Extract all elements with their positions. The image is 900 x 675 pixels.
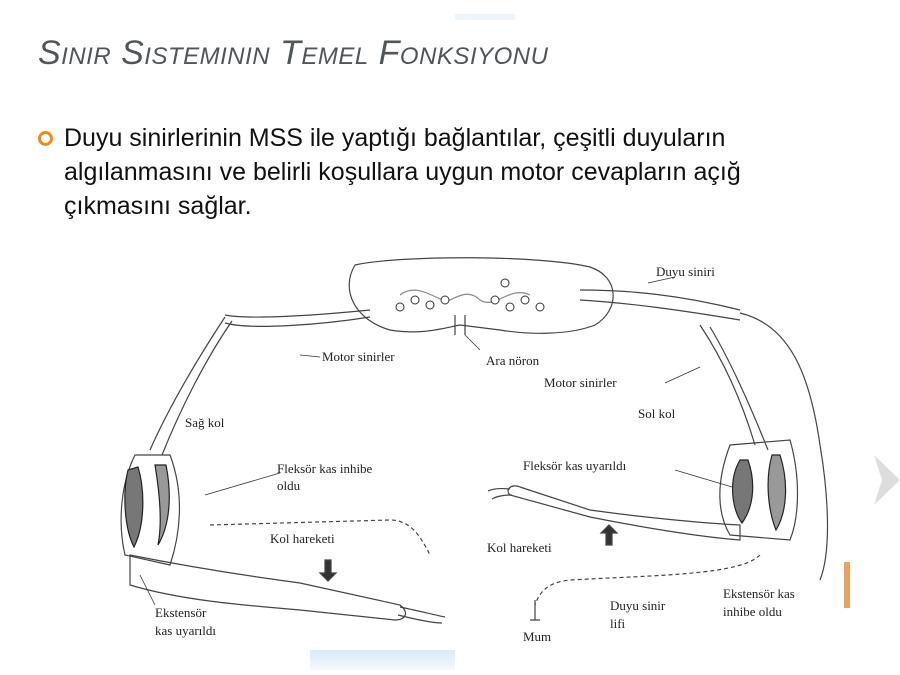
right-nerve-bundle (580, 290, 740, 320)
label-sol-kol: Sol kol (638, 406, 676, 421)
bullet-text: Duyu sinirlerinin MSS ile yaptığı bağlantılar, çeşitli duyuların algılanmasını ve belirli koşullara uygun motor cevapların açığ çıkmasını sağlar. (64, 124, 741, 220)
right-motor-nerve (700, 325, 768, 450)
next-arrow-icon (874, 455, 900, 505)
neuron-icon (426, 301, 434, 309)
bullet-ring-icon (38, 131, 53, 146)
label-fleksor-inhibe-line1: Fleksör kas inhibe (277, 461, 373, 476)
decorative-bottom-strip (310, 650, 455, 670)
label-mum: Mum (523, 629, 552, 644)
spinal-cord (349, 258, 613, 334)
candle (530, 600, 540, 620)
left-move-arrow (320, 560, 336, 581)
leader-line (140, 575, 155, 605)
leader-line (665, 367, 700, 383)
spinal-cord-grey-matter (400, 290, 530, 302)
neuron-icon (536, 303, 544, 311)
label-duyu-sinir-lifi-line2: lifi (610, 616, 626, 631)
neuron-icon (521, 296, 529, 304)
leader-line (205, 473, 280, 495)
label-sag-kol: Sağ kol (185, 415, 225, 430)
label-motor-sinirler-left: Motor sinirler (322, 349, 395, 364)
slide-title: Sinir Sisteminin Temel Fonksiyonu (38, 34, 549, 72)
left-flexor-muscle (125, 467, 143, 547)
label-motor-sinirler-right: Motor sinirler (544, 375, 617, 390)
label-ekstensor-inhibe-line2: inhibe oldu (723, 604, 782, 619)
decorative-top-strip (455, 14, 515, 20)
neuron-icon (411, 296, 419, 304)
decorative-orange-bar (844, 562, 850, 608)
left-extensor-muscle (155, 465, 169, 545)
label-fleksor-inhibe-line2: oldu (277, 478, 301, 493)
right-forearm (508, 486, 740, 540)
neuron-icon (506, 303, 514, 311)
neuron-icon (501, 279, 509, 287)
label-fleksor-uyarildi: Fleksör kas uyarıldı (523, 458, 627, 473)
label-ekstensor-inhibe-line1: Ekstensör kas (723, 586, 795, 601)
right-move-arrow (601, 525, 617, 545)
right-flexor-muscle (733, 460, 753, 523)
neuron-icon (441, 296, 449, 304)
neuron-icon (396, 303, 404, 311)
label-ekstensor-uyarildi-line2: kas uyarıldı (155, 623, 217, 638)
leader-line (465, 335, 480, 350)
leader-line (300, 355, 320, 357)
reflex-arc-diagram (100, 255, 850, 655)
right-extensor-muscle (768, 455, 785, 530)
label-kol-hareketi-right: Kol hareketi (487, 540, 552, 555)
leader-line (675, 470, 732, 487)
label-duyu-siniri: Duyu siniri (656, 264, 715, 279)
bullet-item (38, 121, 900, 223)
label-ara-noron: Ara nöron (486, 353, 540, 368)
neuron-icon (491, 296, 499, 304)
label-duyu-sinir-lifi-line1: Duyu sinir (610, 598, 666, 613)
left-nerve-bundle (225, 310, 370, 326)
label-kol-hareketi-left: Kol hareketi (270, 531, 335, 546)
left-motor-nerve (150, 317, 232, 455)
label-ekstensor-uyarildi-line1: Ekstensör (155, 605, 207, 620)
